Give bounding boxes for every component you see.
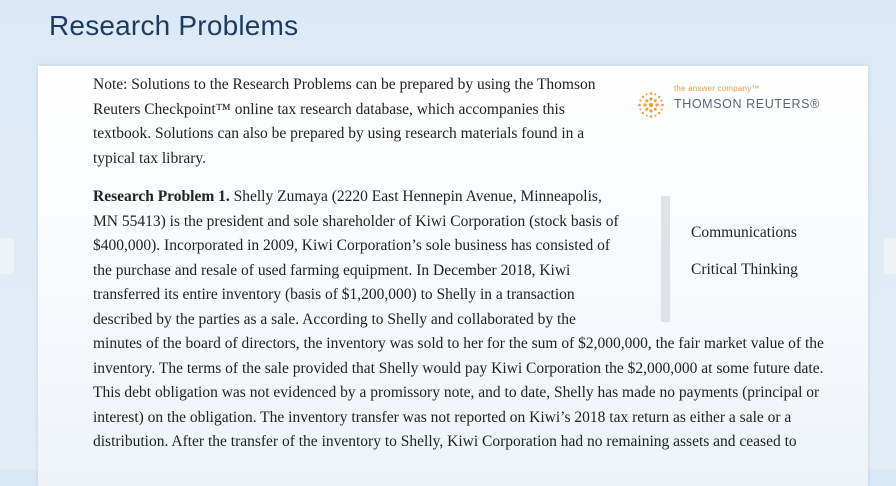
research-problem-line: described by the parties as a sale. According to Shelly and collaborated by the [93,310,576,328]
next-page-tab[interactable] [884,238,896,274]
research-problem-text [93,185,648,332]
research-problem-text-continued [93,332,855,455]
research-problem-line: minutes of the board of directors, the inventory was sold to her for the sum of $2,000,000, the fair market value of the [93,335,824,352]
research-problem-line: interest) on the obligation. The inventory transfer was not reported on Kiwi’s 2018 tax return as either a sale or a [93,408,792,426]
research-problem-line: Shelly Zumaya (2220 East Hennepin Avenue, Minneapolis, [229,188,602,205]
logo-tagline: the answer company™ [674,84,760,93]
research-problem-line: inventory. The terms of the sale provided that Shelly would pay Kiwi Corporation the $2,000,000 at some future date. [93,359,824,377]
previous-page-tab[interactable] [0,238,14,274]
page-title: Research Problems [49,10,299,41]
skill-tag-communications: Communications [691,224,797,241]
research-problem-line: This debt obligation was not evidenced by a promissory note, and to date, Shelly has made no payments (principal or [93,384,820,401]
research-problem-line: MN 55413) is the president and sole shareholder of Kiwi Corporation (stock basis of [93,212,619,230]
thomson-reuters-mark-icon [636,90,666,120]
thomson-reuters-logo [636,84,826,120]
research-problem-first-line [93,185,648,210]
note-line: Reuters Checkpoint™ online tax research database, which accompanies this [93,100,565,118]
research-note [93,73,623,171]
research-problem-line: $400,000). Incorporated in 2009, Kiwi Corporation’s sole business has consisted of [93,237,611,254]
research-problem-line: the purchase and resale of used farming equipment. In December 2018, Kiwi [93,261,571,279]
skills-sidebar-bar [661,196,670,322]
note-line: Note: Solutions to the Research Problems can be prepared by using the Thomson [93,76,596,93]
skill-tag-critical-thinking: Critical Thinking [691,261,798,278]
logo-name: THOMSON REUTERS® [674,97,820,111]
note-line: textbook. Solutions can also be prepared by using research materials found in a [93,125,585,142]
research-problem-label: Research Problem 1. [93,188,230,205]
note-line: typical tax library. [93,149,207,167]
research-problem-line: distribution. After the transfer of the inventory to Shelly, Kiwi Corporation had no remaining assets and ceased to [93,433,797,450]
research-problem-line: transferred its entire inventory (basis of $1,200,000) to Shelly in a transaction [93,286,575,303]
